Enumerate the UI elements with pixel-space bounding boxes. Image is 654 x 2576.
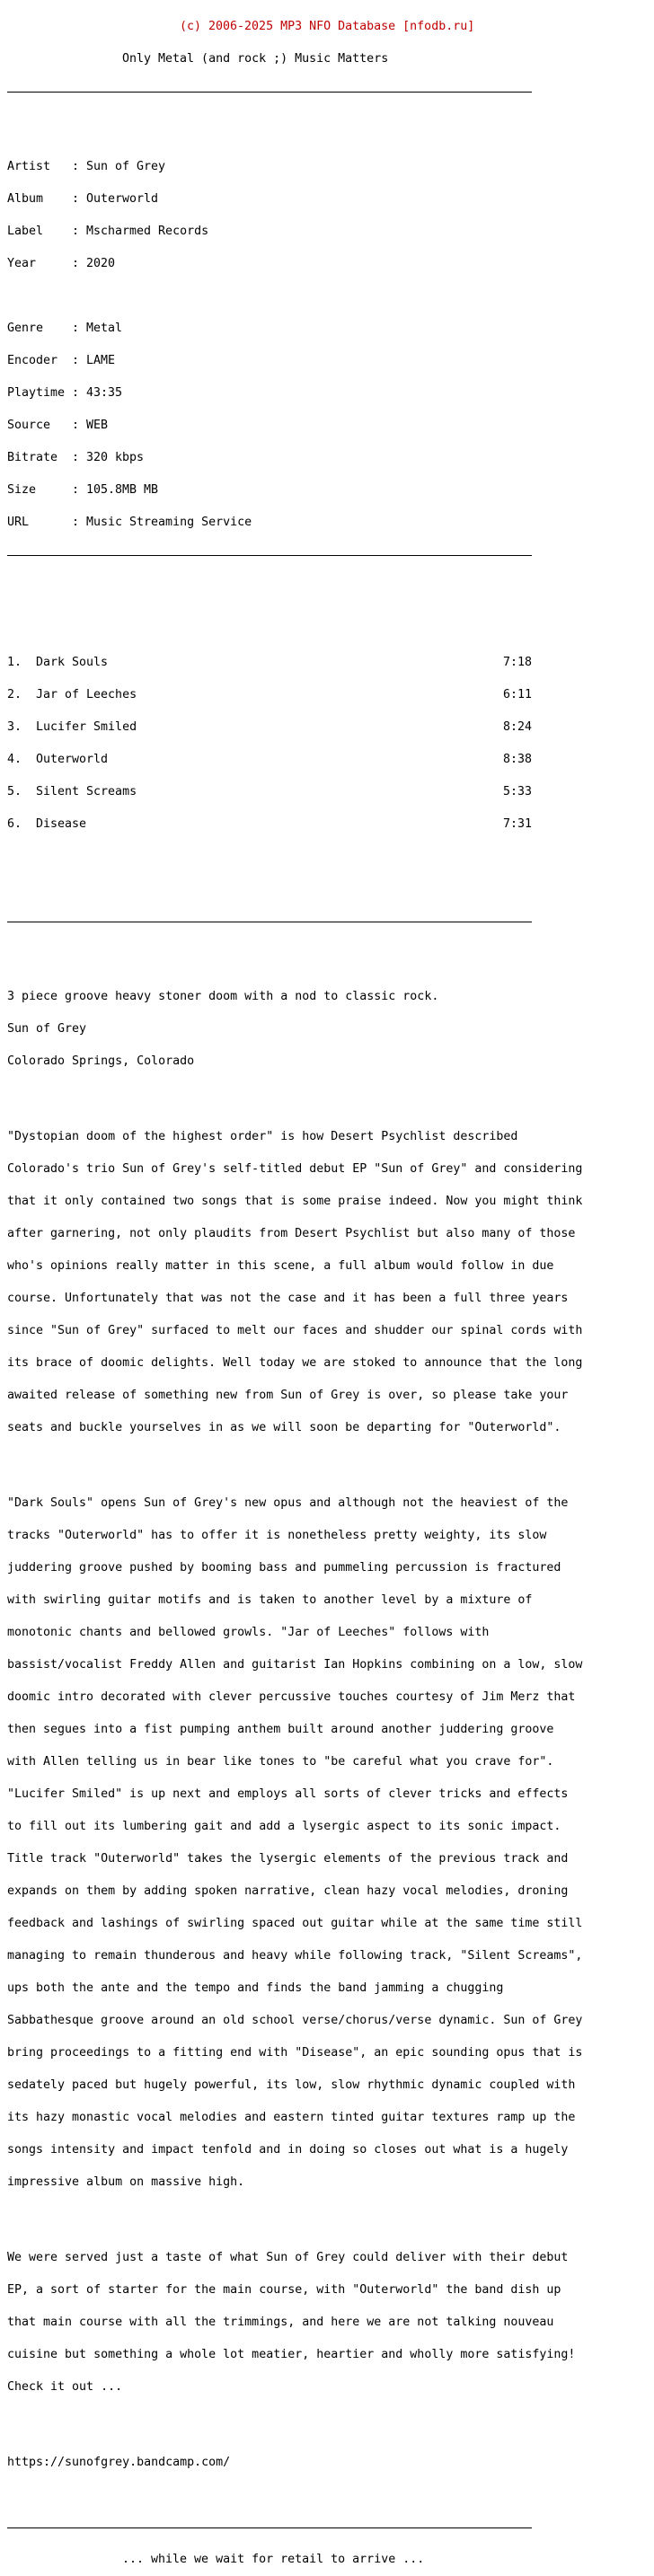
info-bitrate: Bitrate : 320 kbps [7,451,145,464]
track-row [7,819,582,830]
tagline-line [7,54,582,65]
track-number: 3. [7,720,22,734]
track-number: 4. [7,753,22,766]
track-number: 1. [7,656,22,669]
info-value: 105.8MB MB [86,483,159,497]
bio-line: 3 piece groove heavy stoner doom with a nod to classic rock. [7,990,439,1003]
review-line: "Dark Souls" opens Sun of Grey's new opus and although not the heaviest of the [7,1496,569,1510]
info-size: Size : 105.8MB MB [7,483,159,497]
review-line: EP, a sort of starter for the main course, with "Outerworld" the band dish up [7,2283,561,2297]
info-label: Album [7,192,44,206]
tagline-text: Only Metal (and rock ;) Music Matters [122,52,389,66]
copyright-text: (c) 2006-2025 MP3 NFO Database [nfodb.ru] [180,20,475,33]
review-line: seats and buckle yourselves in as we will soon be departing for "Outerworld". [7,1421,561,1434]
track-row [7,722,582,733]
review-line: then segues into a fist pumping anthem built around another juddering groove [7,1723,554,1736]
info-label: Label [7,225,44,238]
info-album: Album : Outerworld [7,192,159,206]
track-row [7,787,582,798]
review-line: course. Unfortunately that was not the case and it has been a full three years [7,1292,569,1305]
info-value: Outerworld [86,192,159,206]
track-time: 8:24 [503,720,533,734]
track-title: Outerworld [36,753,109,766]
bio-line: Colorado Springs, Colorado [7,1054,195,1068]
info-value: 320 kbps [86,451,145,464]
info-value: Music Streaming Service [86,516,252,529]
info-artist: Artist : Sun of Grey [7,160,166,173]
info-value: Metal [86,322,123,335]
review-line: to fill out its lumbering gait and add a lysergic aspect to its sonic impact. [7,1820,561,1833]
track-time: 7:31 [503,817,533,831]
track-time: 8:38 [503,753,533,766]
track-row [7,754,582,765]
review-line: with Allen telling us in bear like tones to "be careful what you crave for". [7,1755,554,1769]
track-number: 6. [7,817,22,831]
track-row [7,657,582,668]
track-number: 5. [7,785,22,798]
review-line: impressive album on massive high. [7,2175,245,2189]
review-line: with swirling guitar motifs and is taken to another level by a mixture of [7,1593,533,1607]
review-line: tracks "Outerworld" has to offer it is nonetheless pretty weighty, its slow [7,1529,547,1542]
review-line: juddering groove pushed by booming bass and pummeling percussion is fractured [7,1561,561,1575]
separator-info [7,550,582,560]
info-genre: Genre : Metal [7,322,123,335]
track-title: Jar of Leeches [36,688,137,701]
info-label: Genre [7,322,44,335]
track-title: Disease [36,817,87,831]
review-line: that it only contained two songs that is some praise indeed. Now you might think [7,1195,583,1208]
separator-top [7,86,582,97]
info-label: Playtime [7,386,66,400]
review-line: bassist/vocalist Freddy Allen and guitarist Ian Hopkins combining on a low, slow [7,1658,583,1672]
review-line: sedately paced but hugely powerful, its low, slow rhythmic dynamic coupled with [7,2078,576,2092]
track-time: 7:18 [503,656,533,669]
track-row [7,690,582,701]
review-line: Check it out ... [7,2380,123,2394]
info-value: LAME [86,354,116,367]
review-line: bring proceedings to a fitting end with "Disease", an epic sounding opus that is [7,2046,583,2060]
review-line: monotonic chants and bellowed growls. "Jar of Leeches" follows with [7,1626,490,1639]
copyright-line [7,22,582,32]
info-label-row: Label : Mscharmed Records [7,225,209,238]
review-line: "Lucifer Smiled" is up next and employs all sorts of clever tricks and effects [7,1787,569,1801]
bio-line: Sun of Grey [7,1022,87,1036]
info-value: Mscharmed Records [86,225,209,238]
track-number: 2. [7,688,22,701]
review-line: after garnering, not only plaudits from Desert Psychlist but also many of those [7,1227,576,1240]
review-line: "Dystopian doom of the highest order" is how Desert Psychlist described [7,1130,518,1143]
review-line: its brace of doomic delights. Well today we are stoked to announce that the long [7,1356,583,1370]
review-line: Colorado's trio Sun of Grey's self-titled debut EP "Sun of Grey" and considering [7,1162,583,1176]
track-title: Lucifer Smiled [36,720,137,734]
info-value: 2020 [86,257,116,270]
review-line: that main course with all the trimmings, and here we are not talking nouveau [7,2316,554,2329]
track-title: Dark Souls [36,656,109,669]
separator-tracks [7,916,582,927]
separator-bottom [7,2522,582,2533]
info-url: URL : Music Streaming Service [7,516,252,529]
info-playtime: Playtime : 43:35 [7,386,123,400]
info-label: Year [7,257,37,270]
info-value: WEB [86,419,109,432]
review-line: Sabbathesque groove around an old school verse/chorus/verse dynamic. Sun of Grey [7,2014,583,2027]
info-value: Sun of Grey [86,160,166,173]
review-line: ups both the ante and the tempo and finds the band jamming a chugging [7,1981,504,1995]
info-label: URL [7,516,30,529]
info-label: Source [7,419,51,432]
track-time: 5:33 [503,785,533,798]
info-year: Year : 2020 [7,257,116,270]
review-line: feedback and lashings of swirling spaced out guitar while at the same time still [7,1917,583,1930]
track-time: 6:11 [503,688,533,701]
review-line: doomic intro decorated with clever percussive touches courtesy of Jim Merz that [7,1690,576,1704]
info-label: Artist [7,160,51,173]
bandcamp-link[interactable]: https://sunofgrey.bandcamp.com/ [7,2456,231,2469]
review-line: expands on them by adding spoken narrative, clean hazy vocal melodies, droning [7,1884,569,1898]
info-value: 43:35 [86,386,123,400]
info-source: Source : WEB [7,419,109,432]
review-line: We were served just a taste of what Sun of Grey could deliver with their debut [7,2251,569,2264]
nfo-document [7,0,582,2576]
review-line: who's opinions really matter in this scene, a full album would follow in due [7,1259,554,1273]
review-line: Title track "Outerworld" takes the lysergic elements of the previous track and [7,1852,569,1866]
info-label: Encoder [7,354,58,367]
review-line: songs intensity and impact tenfold and in doing so closes out what is a hugely [7,2143,569,2157]
review-line: its hazy monastic vocal melodies and eastern tinted guitar textures ramp up the [7,2111,576,2124]
footer-text: ... while we wait for retail to arrive ... [122,2553,425,2566]
review-line: awaited release of something new from Sun of Grey is over, so please take your [7,1389,569,1402]
footer-line [7,2554,582,2565]
info-label: Bitrate [7,451,58,464]
info-label: Size [7,483,37,497]
review-line: cuisine but something a whole lot meatier, heartier and wholly more satisfying! [7,2348,576,2361]
info-encoder: Encoder : LAME [7,354,116,367]
review-line: since "Sun of Grey" surfaced to melt our faces and shudder our spinal cords with [7,1324,583,1337]
track-title: Silent Screams [36,785,137,798]
review-line: managing to remain thunderous and heavy while following track, "Silent Screams", [7,1949,583,1963]
